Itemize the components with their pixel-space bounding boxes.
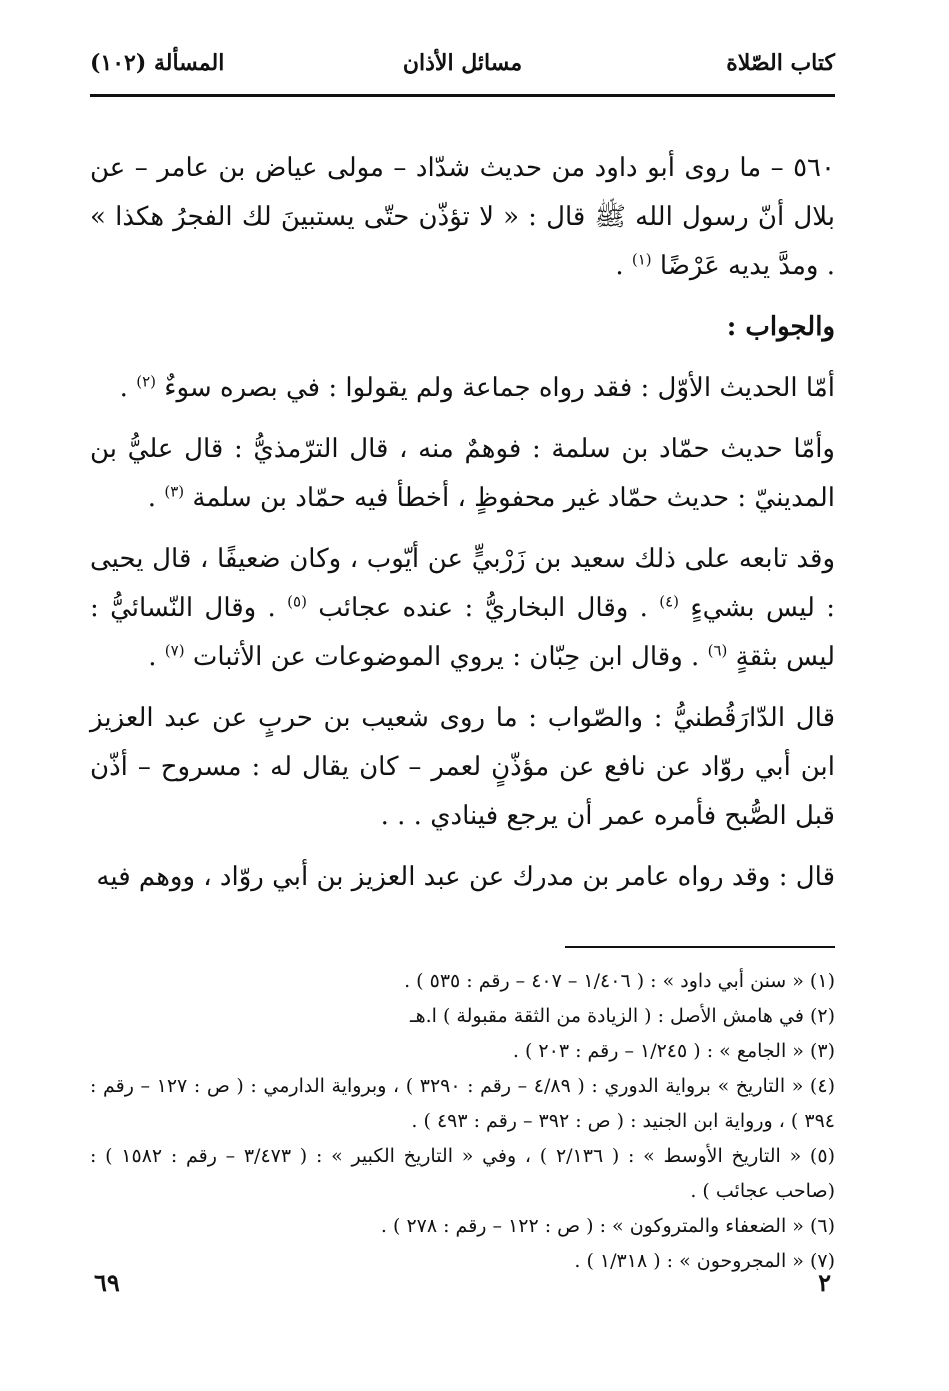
paragraph-daraqutni: قال الدّارَقُطنيُّ : والصّواب : ما روى شعيب بن حربٍ عن عبد العزيز ابن أبي روّاد عن نافع عن مؤذّنٍ لعمر – كان يقال له : مسروح – أذّن قبل الصُّبح فأمره عمر أن يرجع فينادي . . .: [90, 703, 835, 831]
paragraph-text: . وقال البخاريُّ : عنده عجائب: [318, 593, 660, 623]
footnote-ref: (٦): [707, 641, 728, 660]
footnote-ref: (٧): [164, 641, 185, 660]
footnote-ref: (٥): [287, 592, 307, 611]
punctuation: .: [119, 373, 137, 403]
paragraph-text: وأمّا حديث حمّاد بن سلمة : فوهمٌ منه ، قال الترّمذيُّ : قال عليُّ بن المدينيّ : حديث حمّاد غير محفوظٍ ، أخطأ فيه حمّاد بن سلمة: [90, 434, 835, 513]
paragraph-answer-heading: والجواب :: [726, 312, 835, 342]
paragraph-text: . وقال النّسائيُّ : ليس بثقةٍ: [90, 593, 835, 672]
paragraph-text: . وقال ابن حِبّان : يروي الموضوعات عن الأثبات: [192, 642, 708, 672]
footnote-7: (٧) « المجروحون » : ( ١/٣١٨ ) .: [574, 1250, 835, 1272]
header-issue-number: المسألة (١٠٢): [90, 50, 225, 76]
footnote-5: (٥) « التاريخ الأوسط » : ( ٢/١٣٦ ) ، وفي « التاريخ الكبير » : ( ٣/٤٧٣ – رقم : ١٥٨٢ ) : (صاحب عجائب ) .: [90, 1145, 835, 1202]
paragraph-narrator-criticism: [90, 535, 835, 682]
paragraph-amir-narration: قال : وقد رواه عامر بن مدرك عن عبد العزيز بن أبي روّاد ، ووهم فيه: [96, 862, 835, 892]
punctuation: .: [148, 642, 165, 672]
footnotes: [90, 964, 835, 1279]
paragraph-text: ٥٦٠ – ما روى أبو داود من حديث شدّاد – مولى عياض بن عامر – عن بلال أنّ رسول الله ﷺ قال : « لا تؤذّن حتّى يستبينَ لك الفجرُ هكذا » . ومدَّ يديه عَرْضًا: [90, 153, 835, 281]
running-header: [90, 50, 835, 90]
footnote-1: (١) « سنن أبي داود » : ( ١/٤٠٦ – ٤٠٧ – رقم : ٥٣٥ ) .: [404, 970, 835, 992]
footnote-ref: (٢): [136, 372, 156, 391]
footnote-6: (٦) « الضعفاء والمتروكون » : ( ص : ١٢٢ – رقم : ٢٧٨ ) .: [380, 1215, 835, 1237]
punctuation: .: [615, 251, 632, 281]
footnote-2: (٢) في هامش الأصل : ( الزيادة من الثقة مقبولة ) ا.هـ: [410, 1005, 835, 1027]
main-text: [90, 144, 835, 914]
paragraph-text: وقد تابعه على ذلك سعيد بن زَرْبيٍّ عن أيّوب ، وكان ضعيفًا ، قال يحيى : ليس بشيءٍ: [90, 544, 835, 623]
footnote-ref: (٣): [164, 482, 185, 501]
paragraph-hammad-hadith: [90, 425, 835, 523]
punctuation: .: [147, 483, 165, 513]
footnote-4: (٤) « التاريخ » برواية الدوري : ( ٤/٨٩ – رقم : ٣٢٩٠ ) ، وبرواية الدارمي : ( ص : ١٢٧ – رقم : ٣٩٤ ) ، ورواية ابن الجنيد : ( ص : ٣٩٢ – رقم : ٤٩٣ ) .: [90, 1075, 835, 1132]
footnote-ref: (٤): [659, 592, 680, 611]
paragraph-text: أمّا الحديث الأوّل : فقد رواه جماعة ولم يقولوا : في بصره سوءٌ: [164, 373, 835, 403]
paragraph-first-hadith: [90, 364, 835, 413]
header-chapter-title: مسائل الأذان: [402, 50, 523, 76]
header-book-title: كتاب الصّلاة: [726, 50, 835, 76]
page-number: ٦٩: [94, 1268, 120, 1297]
paragraph-hadith-560: [90, 144, 835, 291]
footnote-rule: [565, 946, 835, 948]
volume-number: ٢: [818, 1268, 831, 1297]
book-page: [90, 40, 835, 1360]
footnote-3: (٣) « الجامع » : ( ١/٢٤٥ – رقم : ٢٠٣ ) .: [512, 1040, 835, 1062]
footnote-ref: (١): [631, 250, 652, 269]
header-rule: [90, 94, 835, 97]
